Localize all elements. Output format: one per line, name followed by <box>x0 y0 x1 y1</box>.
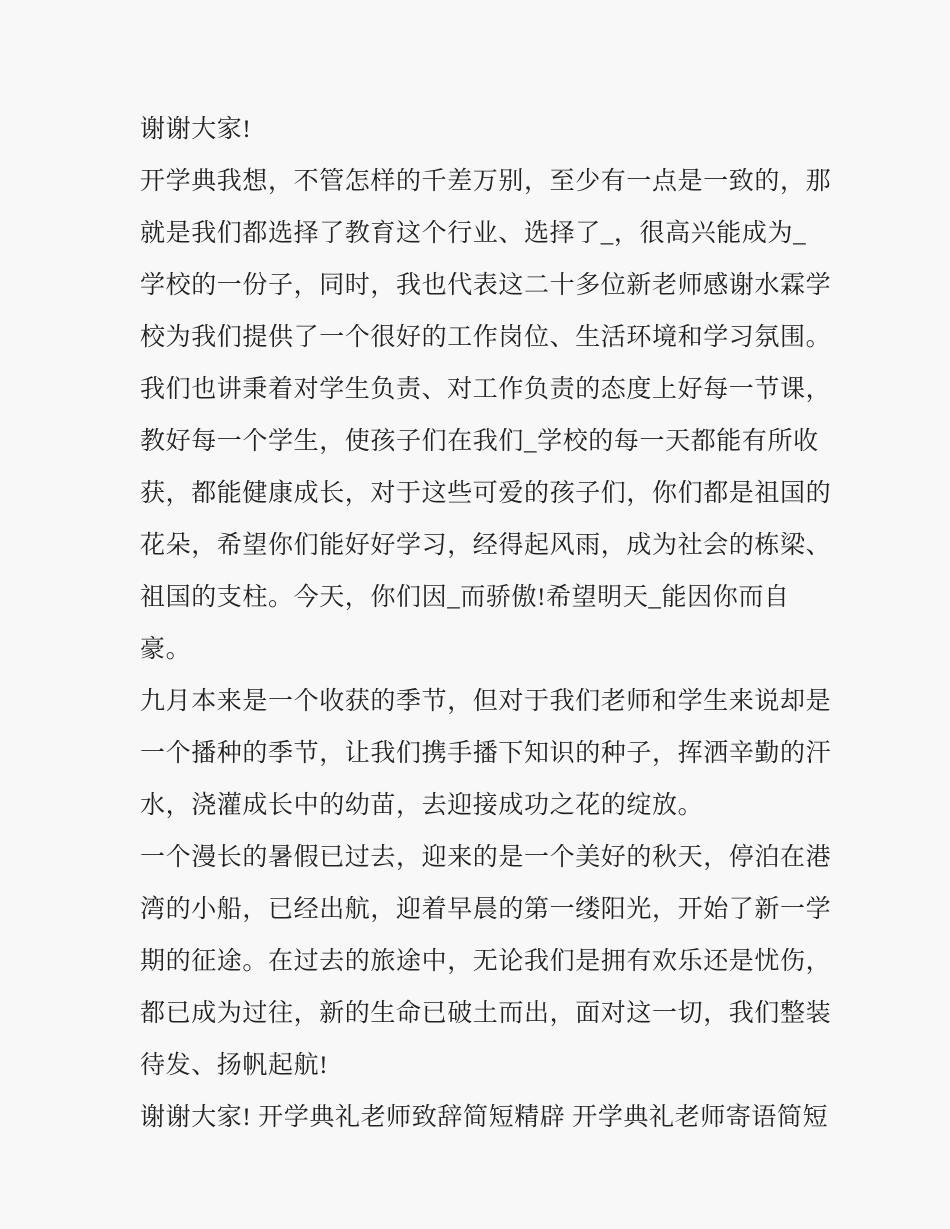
text-line: 水，浇灌成长中的幼苗，去迎接成功之花的绽放。 <box>140 792 704 819</box>
text-line: 期的征途。在过去的旅途中，无论我们是拥有欢乐还是忧伤， <box>140 948 832 975</box>
text-line: 一个漫长的暑假已过去，迎来的是一个美好的秋天，停泊在港 <box>140 844 832 871</box>
text-line: 就是我们都选择了教育这个行业、选择了_，很高兴能成为_ <box>140 220 807 247</box>
text-line: 湾的小船，已经出航，迎着早晨的第一缕阳光，开始了新一学 <box>140 896 832 923</box>
text-line: 九月本来是一个收获的季节，但对于我们老师和学生来说却是 <box>140 688 832 715</box>
text-line: 校为我们提供了一个很好的工作岗位、生活环境和学习氛围。 <box>140 324 832 351</box>
document-body <box>140 104 835 1144</box>
text-line: 都已成为过往，新的生命已破土而出，面对这一切，我们整装 <box>140 1000 832 1027</box>
text-line: 学校的一份子，同时，我也代表这二十多位新老师感谢水霖学 <box>140 272 832 299</box>
text-line: 花朵，希望你们能好好学习，经得起风雨，成为社会的栋梁、 <box>140 532 832 559</box>
text-line: 获，都能健康成长，对于这些可爱的孩子们，你们都是祖国的 <box>140 480 832 507</box>
text-line: 教好每一个学生，使孩子们在我们_学校的每一天都能有所收 <box>140 428 819 455</box>
text-line: 豪。 <box>140 636 192 663</box>
text-line: 谢谢大家! 开学典礼老师致辞简短精辟 开学典礼老师寄语简短 <box>140 1104 829 1131</box>
text-line: 我们也讲秉着对学生负责、对工作负责的态度上好每一节课， <box>140 376 832 403</box>
text-line: 一个播种的季节，让我们携手播下知识的种子，挥洒辛勤的汗 <box>140 740 832 767</box>
text-line: 祖国的支柱。今天，你们因_而骄傲!希望明天_能因你而自 <box>140 584 790 611</box>
text-line: 开学典我想，不管怎样的千差万别，至少有一点是一致的，那 <box>140 168 832 195</box>
text-line: 待发、扬帆起航! <box>140 1052 329 1079</box>
text-line: 谢谢大家! <box>140 116 252 143</box>
